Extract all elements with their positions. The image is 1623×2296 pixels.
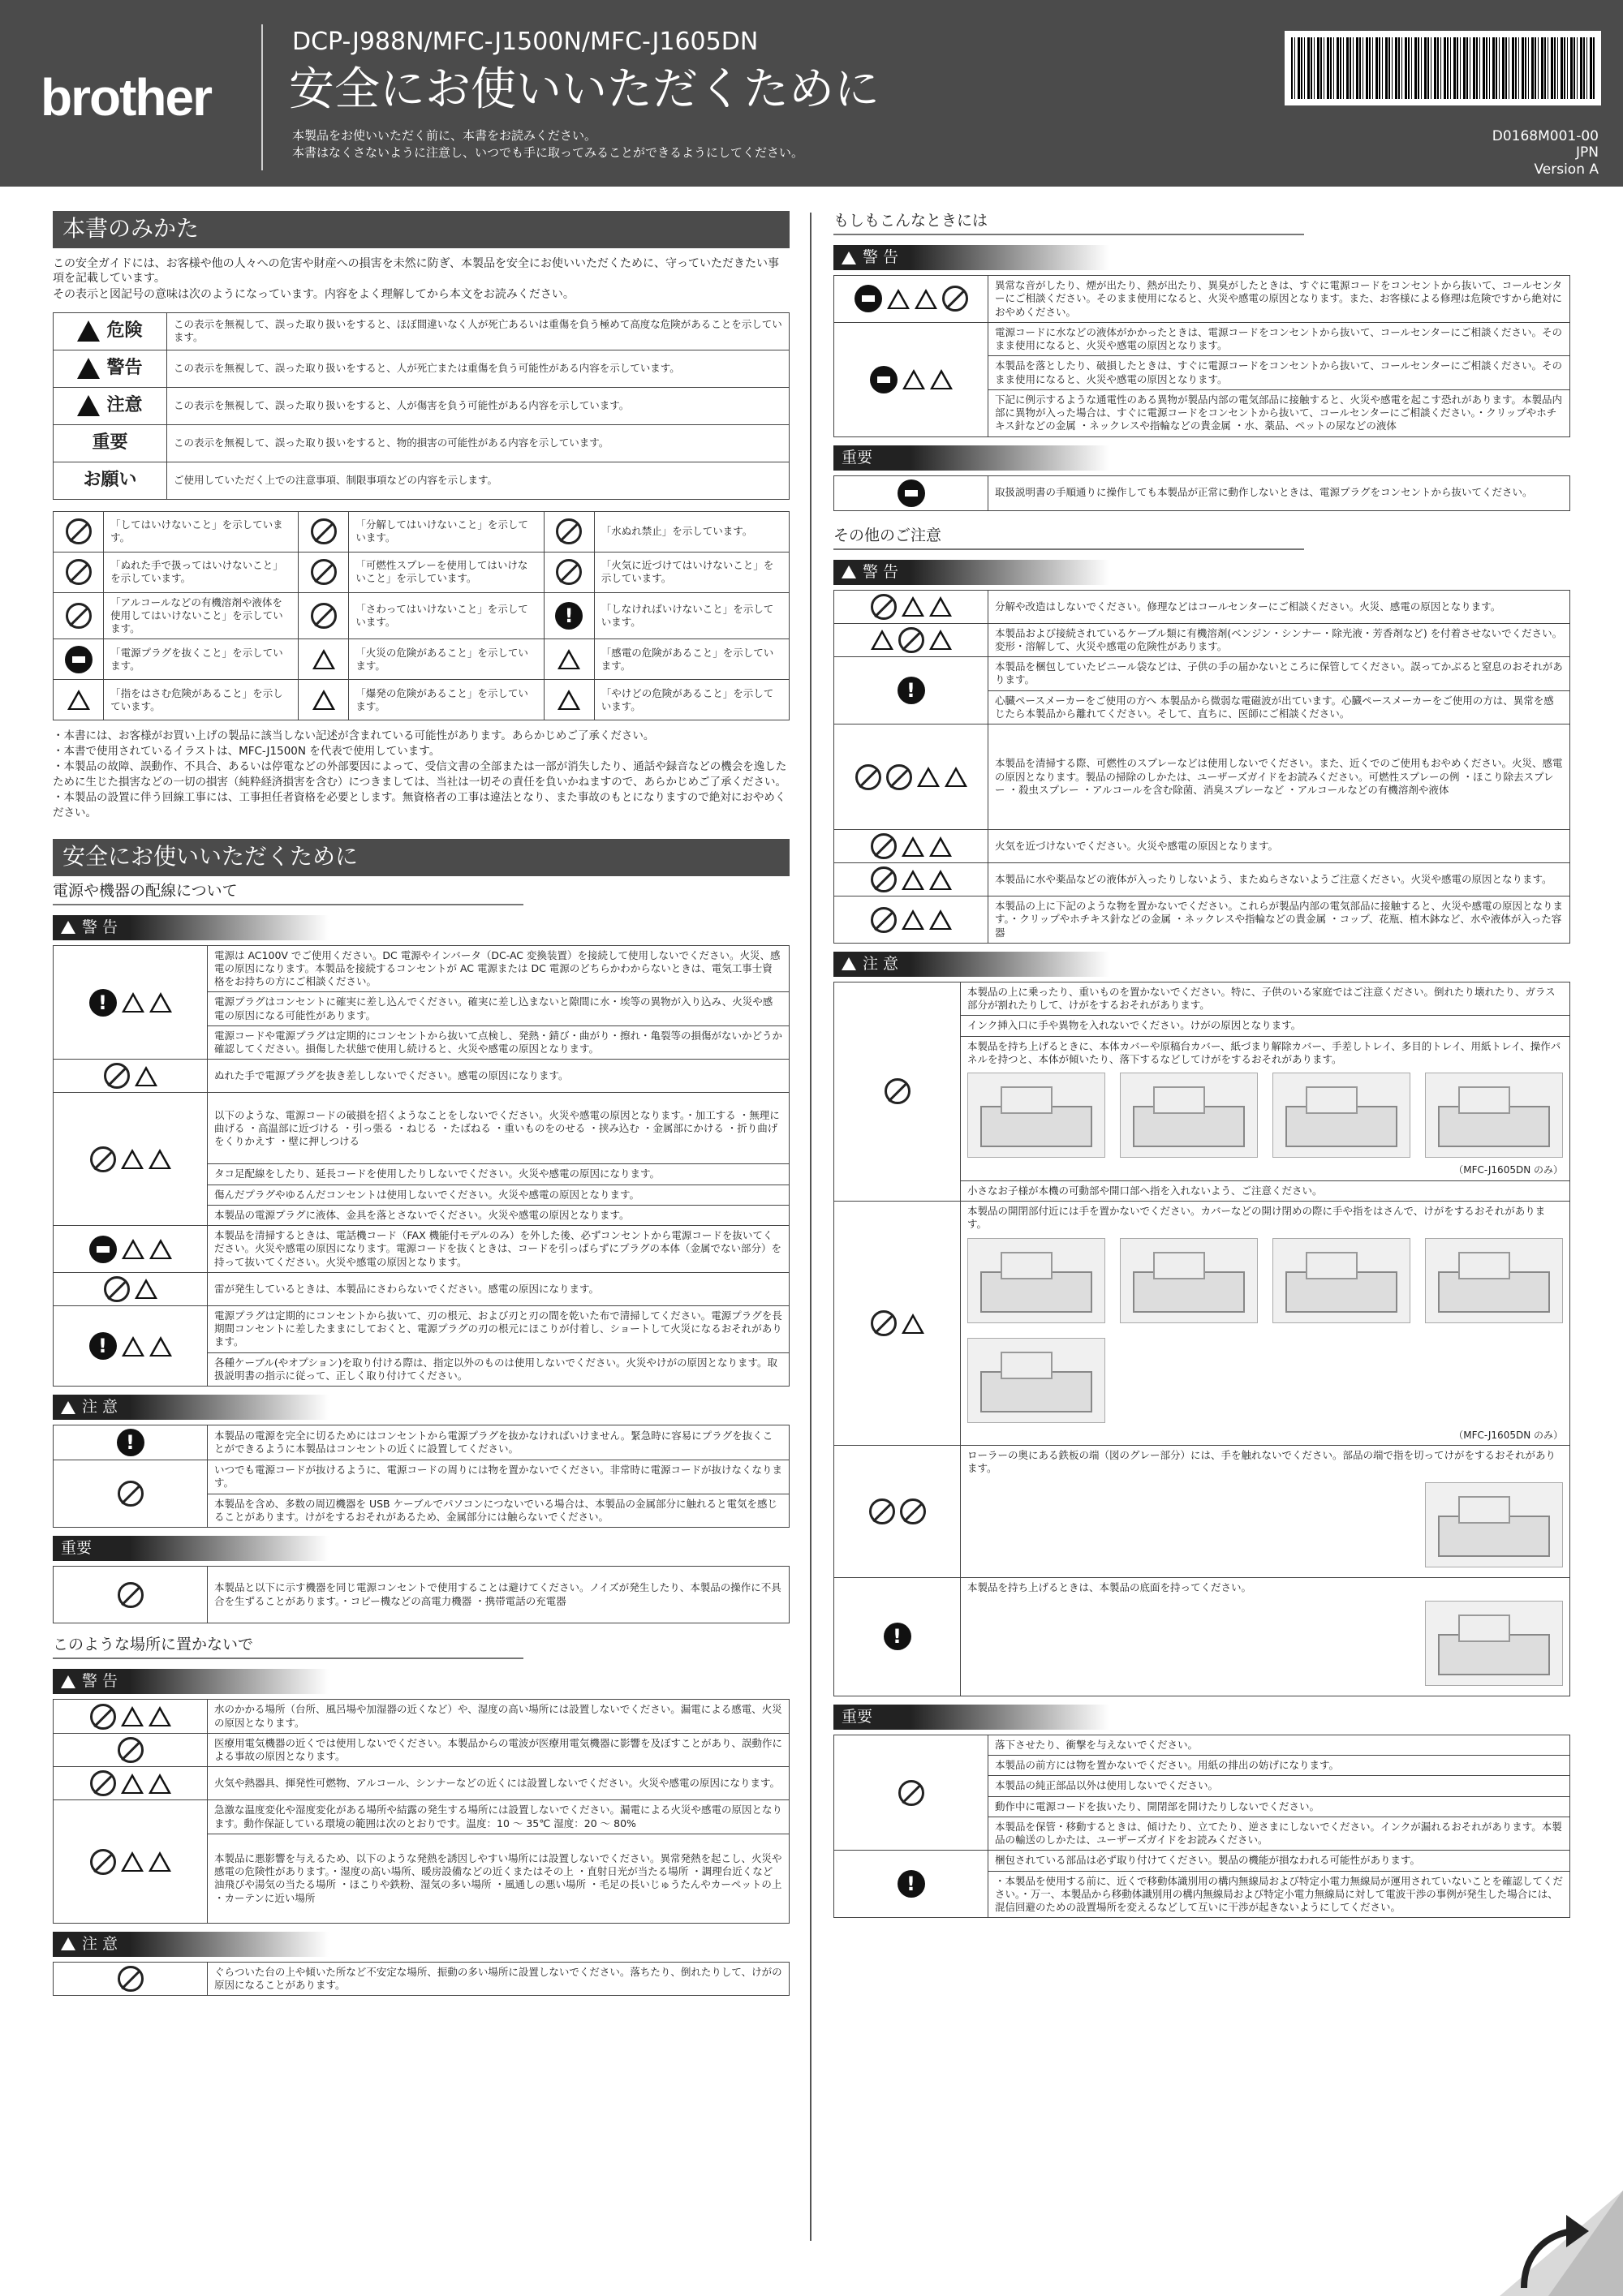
fire-hazard-icon <box>312 649 335 669</box>
fire-hazard-icon <box>902 596 924 617</box>
no-touch-icon <box>869 1498 895 1524</box>
electric-shock-icon <box>929 909 952 930</box>
finger-pinch-icon <box>902 1314 924 1334</box>
unplug-icon <box>870 366 898 393</box>
no-water-icon <box>556 518 582 544</box>
fire-hazard-icon <box>902 369 925 389</box>
fire-hazard-icon <box>122 1239 144 1259</box>
legend-table: 危険 この表示を無視して、誤った取り扱いをすると、ほぼ間違いなく人が死亡あるいは重傷を負う極めて高度な危険があることを示しています。 警告 この表示を無視して、誤った取り扱いをすると、人が死亡または重傷を負う可能性がある内容を示しています。 注意 この表示を無視して、誤った取り扱いをすると、人が傷害を負う可能性がある内容を示しています。 重要 この表示を無視して、誤った取り扱いをすると、物的損害の可能性がある内容を示しています。 お願い ご使用していただく上での注意事項、制限事項などの内容を示します。 <box>53 312 790 500</box>
left-column <box>53 211 790 1996</box>
section-safe-title: 安全にお使いいただくために <box>53 839 790 876</box>
place-caution-table: ぐらついた台の上や傾いた所など不安定な場所、振動の多い場所に設置しないでください。落ちたり、倒れたりして、けがの原因になることがあります。 <box>53 1962 790 1997</box>
no-water-icon <box>871 866 897 892</box>
fire-hazard-icon <box>121 1851 144 1872</box>
electric-shock-icon <box>149 1851 171 1872</box>
doc-lang: JPN <box>1576 144 1599 161</box>
power-caution-band: 注 意 <box>53 1395 329 1420</box>
electric-shock-icon <box>149 992 172 1013</box>
electric-shock-icon <box>149 1239 172 1259</box>
no-touch-icon <box>311 603 337 629</box>
electric-shock-icon <box>121 1706 144 1726</box>
prohibited-icon <box>871 907 897 933</box>
electric-shock-icon <box>915 289 937 309</box>
power-important-band: 重要 <box>53 1536 329 1561</box>
fire-hazard-icon <box>902 870 924 890</box>
prohibited-icon <box>885 1078 911 1104</box>
place-warning-band: 警 告 <box>53 1669 329 1694</box>
finger-pinch-icon <box>67 690 90 710</box>
symbol-table: 「してはいけないこと」を示しています。 「分解してはいけないこと」を示しています。 「水ぬれ禁止」を示しています。 「ぬれた手で扱ってはいけないこと」を示しています。 「可燃性スプレーを使用してはいけないこと」を示しています。 「火気に近づけてはいけないこと」を示しています。 「アルコールなどの有機溶剤や液体を使用してはいけないこと」を示しています。 「さわってはいけないこと」を示しています。 ! 「しなければいけないこと」を示しています。 「電源プラグを抜くこと」を示しています。 「火災の危険があること」を示しています。 「感電の危険があること」を示しています。 「指をはさむ危険があること」を示しています。 「爆発の危険があること」を示しています。 「やけどの危険があること」を示しています。 <box>53 511 790 721</box>
electric-shock-icon <box>149 1149 171 1169</box>
other-subheading: その他のご注意 <box>833 526 1304 550</box>
electric-shock-icon <box>945 767 967 787</box>
prohibited-icon <box>118 1737 144 1763</box>
no-wet-hands-icon <box>66 559 92 585</box>
printer-illustration <box>967 1238 1105 1323</box>
other-caution-band: 注 意 <box>833 952 1109 977</box>
mandatory-icon: ! <box>898 1870 925 1898</box>
power-important-table: 本製品と以下に示す機器を同じ電源コンセントで使用することは避けてください。ノイズが発生したり、本製品の操作に不具合を生ずることがあります。・コピー機などの高電力機器 ・携帯電話の充電器 <box>53 1566 790 1623</box>
electric-shock-icon <box>930 369 953 389</box>
page-turn-arrow-icon <box>1467 2191 1623 2296</box>
no-disassembly-icon <box>871 594 897 620</box>
right-column <box>833 211 1570 1918</box>
howto-intro: この安全ガイドには、お客様や他の人々への危害や財産への損害を未然に防ぎ、本製品を安全にお使いいただくために、守っていただきたい事項を記載しています。 その表示と図記号の意味は次のようになっています。内容をよく理解してから本文をお読みください。 <box>53 257 780 302</box>
document-info <box>1492 128 1599 178</box>
lift-bottom-illustration <box>1425 1601 1563 1686</box>
warning-icon <box>842 565 856 578</box>
prohibited-icon <box>118 1966 144 1992</box>
electric-shock-icon <box>149 1774 171 1794</box>
no-spray-icon <box>311 559 337 585</box>
caution-icon <box>842 957 856 970</box>
other-important-table: 落下させたり、衝撃を与えないでください。 本製品の前方には物を置かないでください。用紙の排出の妨げになります。 本製品の純正部品以外は使用しないでください。 動作中に電源コードを抜いたり、開閉部を開けたりしないでください。 本製品を保管・移動するときは、傾けたり、立てたり、逆さまにしないでください。インクが漏れるおそれがあります。本製品の輸送のしかたは、ユーザーズガイドをお読みください。 ! 梱包されている部品は必ず取り付けてください。製品の機能が損なわれる可能性があります。 ・本製品を使用する前に、近くで移動体識別用の構内無線局および特定小電力無線局が運用されていないことを確認してください。・万一、本製品から移動体識別用の構内無線局および特定小電力無線局に対して電波干渉の事例が発生した場合には、混信回避のための設置場所を変えるなどして互いに干渉が起きないようにしてください。 <box>833 1735 1570 1919</box>
fire-hazard-icon <box>902 836 924 857</box>
emergency-important-table: 取扱説明書の手順通りに操作しても本製品が正常に動作しないときは、電源プラグをコンセントから抜いてください。 <box>833 475 1570 511</box>
fire-hazard-icon <box>122 1336 144 1357</box>
no-disassembly-icon <box>942 286 968 312</box>
printer-illustration <box>967 1338 1105 1423</box>
no-fire-icon <box>556 559 582 585</box>
other-caution-table: 本製品の上に乗ったり、重いものを置かないでください。特に、子供のいる家庭ではご注意ください。倒れたり壊れたり、ガラス部分が割れたりして、けがをするおそれがあります。 インク挿入口に手や異物を入れないでください。けがの原因となります。 本製品を持ち上げるときに、本体カバーや原稿台カバー、紙づまり解除カバー、手差しトレイ、多目的トレイ、用紙トレイ、操作パネルを持つと、本体が傾いたり、落下するなどしてけがをするおそれがあります。 （MFC-J1605DN のみ） 小さなお子様が本機の可動部や開口部へ指を入れないよう、ご注意ください。 本製品の開閉部付近には手を置かないでください。カバーなどの開け閉めの際に手や指をはさんで、けがをするおそれがあります。 （MFC-J1605DN のみ） ローラーの奥にある鉄板の端（図のグレー部分）には、手を触れないでください。部品の端で指を切ってけがをするおそれがあります。 ! 本製品を持ち上げるときは、本製品の底面を持ってください。 <box>833 982 1570 1696</box>
intro-line-2: 本書はなくさないように注意し、いつでも手に取ってみることができるようにしてください。 <box>292 145 804 160</box>
place-caution-band: 注 意 <box>53 1932 329 1957</box>
mandatory-icon: ! <box>555 602 583 630</box>
no-fire-icon <box>90 1770 116 1796</box>
brand-logo: brother <box>41 68 211 127</box>
barcode <box>1285 31 1601 105</box>
howto-notes: ・本書には、お客様がお買い上げの製品に該当しない記述が含まれている可能性があります。あらかじめご了承ください。 ・本書で使用されているイラストは、MFC-J1500N を代表で使用しています。 ・本製品の故障、誤動作、不具合、あるいは停電などの外部要因によって、受信文書の全部または一部が消失したり、通話や録音などの機会を逸したために生じた損害などの一切の損害（純粋経済損害を含む）につきましては、当社は一切その責任を負いかねますので、あらかじめご了承ください。 ・本製品の設置に伴う回線工事には、工事担任者資格を必要とします。無資格者の工事は違法となり、また事故のもとになりますので絶対におやめください。 <box>53 729 787 819</box>
unplug-icon <box>65 646 93 673</box>
electric-shock-icon <box>929 836 952 857</box>
no-solvent-icon <box>898 627 924 653</box>
unplug-icon <box>855 285 882 312</box>
lift-illustrations <box>967 1073 1563 1158</box>
fire-hazard-icon <box>887 289 910 309</box>
no-solvent-icon <box>66 603 92 629</box>
mandatory-icon: ! <box>89 1332 117 1360</box>
explosion-icon <box>312 690 335 710</box>
warning-icon <box>77 358 100 379</box>
mandatory-icon: ! <box>884 1623 911 1650</box>
prohibited-icon <box>90 1849 116 1875</box>
emergency-subheading: もしもこんなときには <box>833 211 1304 235</box>
power-warning-table: ! 電源は AC100V でご使用ください。DC 電源やインバータ（DC-AC 変換装置）を接続して使用しないでください。火災、感電の原因になります。本製品を接続するコンセントが AC 電源または DC 電源のどちらかわからないときは、電気工事士資格をお持ちの方にご相談ください。 電源プラグはコンセントに確実に差し込んでください。確実に差し込まないと隙間に水・埃等の異物が入り込み、火災や感電の原因になる可能性があります。 電源コードや電源プラグは定期的にコンセントから抜いて点検し、発熱・錆び・曲がり・擦れ・亀裂等の損傷がないかどうか確認してください。損傷した状態で使用し続けると、火災や感電の原因となります。 ぬれた手で電源プラグを抜き差ししないでください。感電の原因になります。 以下のような、電源コードの破損を招くようなことをしないでください。火災や感電の原因となります。・加工する ・無理に曲げる ・高温部に近づける ・引っ張る ・ねじる ・たばねる ・重いものをのせる ・挟み込む ・金属部にかける ・折り曲げをくりかえす ・壁に押しつける タコ足配線をしたり、延長コードを使用したりしないでください。火災や感電の原因になります。 傷んだプラグやゆるんだコンセントは使用しないでください。火災や感電の原因となります。 本製品の電源プラグに液体、金具を落とさないでください。火災や感電の原因となります。 本製品を清掃するときは、電話機コード（FAX 機能付モデルのみ）を外した後、必ずコンセントから電源コードを抜いてください。火災や感電の原因になります。電源コードを抜くときは、コードを引っぱらずにプラグの本体（金属でない部分）を持って抜いてください。火災や感電の原因となります。 雷が発生しているときは、本製品にさわらないでください。感電の原因になります。 ! 電源プラグは定期的にコンセントから抜いて、刃の根元、および刃と刃の間を乾いた布で清掃してください。電源プラグを長期間コンセントに差したままにしておくと、電源プラグの刃の根元にほこりが付着し、ショートして火災になるおそれがあります。 各種ケーブル(やオプション)を取り付ける際は、指定以外のものは使用しないでください。火災やけがの原因となります。取扱説明書の指示に従って、正しく取り付けてください。 <box>53 945 790 1387</box>
doc-version: Version A <box>1534 161 1599 178</box>
pinch-illustrations <box>967 1238 1563 1423</box>
illustration-caption: （MFC-J1605DN のみ） <box>1453 1429 1563 1441</box>
printer-illustration <box>1120 1238 1258 1323</box>
printer-illustration <box>1120 1073 1258 1158</box>
electric-shock-icon <box>135 1066 157 1086</box>
danger-icon <box>77 320 100 342</box>
mandatory-icon: ! <box>89 989 117 1017</box>
fire-hazard-icon <box>902 909 924 930</box>
no-touch-icon <box>104 1276 130 1302</box>
mandatory-icon: ! <box>898 677 925 704</box>
document-title: 安全にお使いいただくために <box>289 63 880 116</box>
emergency-warning-band: 警 告 <box>833 245 1109 270</box>
prohibited-icon <box>898 1780 924 1806</box>
electric-shock-icon <box>149 1336 172 1357</box>
power-caution-table: ! 本製品の電源を完全に切るためにはコンセントから電源プラグを抜かなければいけません。緊急時に容易にプラグを抜くことができるように本製品はコンセントの近くに設置してください。 いつでも電源コードが抜けるように、電源コードの周りには物を置かないでください。非常時に電源コードが抜けなくなります。 本製品を含め、多数の周辺機器を USB ケーブルでパソコンにつないでいる場合は、本製品の金属部分に触れると電気を感じることがあります。けがをするおそれがあるため、金属部分には触らないでください。 <box>53 1425 790 1528</box>
intro-line-1: 本製品をお使いいただく前に、本書をお読みください。 <box>292 128 597 143</box>
prohibited-icon <box>871 1310 897 1336</box>
electric-shock-icon <box>135 1279 157 1299</box>
roller-illustration <box>1425 1482 1563 1567</box>
prohibited-icon <box>118 1582 144 1608</box>
electric-shock-icon <box>929 870 952 890</box>
prohibited-icon <box>900 1498 926 1524</box>
no-disassembly-icon <box>311 518 337 544</box>
burn-hazard-icon <box>558 690 580 710</box>
illustration-caption: （MFC-J1605DN のみ） <box>1453 1164 1563 1176</box>
electric-shock-icon <box>929 630 952 650</box>
warning-icon <box>61 1675 75 1688</box>
fire-hazard-icon <box>122 992 144 1013</box>
fire-hazard-icon <box>149 1706 171 1726</box>
unplug-icon <box>89 1236 117 1263</box>
fire-hazard-icon <box>871 630 893 650</box>
header <box>0 0 1623 187</box>
power-warning-band: 警 告 <box>53 915 329 940</box>
fire-hazard-icon <box>121 1774 144 1794</box>
emergency-warning-table: 異常な音がしたり、煙が出たり、熱が出たり、異臭がしたときは、すぐに電源コードをコンセントから抜いて、コールセンターにご相談ください。そのまま使用になると、火災や感電の原因となります。また、お客様による修理は危険ですから絶対におやめください。 電源コードに水などの液体がかかったときは、電源コードをコンセントから抜いて、コールセンターにご相談ください。そのまま使用になると、火災や感電の原因となります。 本製品を落としたり、破損したときは、すぐに電源コードをコンセントから抜いて、コールセンターにご相談ください。そのまま使用になると、火災や感電の原因となります。 下記に例示するような通電性のある異物が製品内部の電気部品に接触すると、火災や感電を起こす恐れがあります。本製品内部に異物が入った場合は、すぐに電源コードをコンセントから抜いて、コールセンターにご相談ください。・クリップやホチキス針などの金属 ・ネックレスや指輪などの貴金属 ・水、薬品、ペットの尿などの液体 <box>833 275 1570 437</box>
no-spray-icon <box>855 764 881 790</box>
no-solvent-icon <box>886 764 912 790</box>
emergency-important-band: 重要 <box>833 445 1109 471</box>
power-subheading: 電源や機器の配線について <box>53 881 523 905</box>
caution-icon <box>61 1401 75 1414</box>
fire-hazard-icon <box>917 767 940 787</box>
prohibited-icon <box>90 1146 116 1172</box>
caution-icon <box>61 1937 75 1950</box>
other-warning-band: 警 告 <box>833 560 1109 585</box>
warning-icon <box>61 921 75 934</box>
header-divider <box>261 24 263 170</box>
electric-shock-icon <box>558 649 580 669</box>
section-howto-title: 本書のみかた <box>53 211 790 248</box>
fire-hazard-icon <box>121 1149 144 1169</box>
printer-illustration <box>1272 1073 1410 1158</box>
printer-illustration <box>1272 1238 1410 1323</box>
column-separator <box>810 213 812 2241</box>
electric-shock-icon <box>929 596 952 617</box>
mandatory-icon: ! <box>117 1429 144 1456</box>
model-names: DCP-J988N/MFC-J1500N/MFC-J1605DN <box>292 28 759 56</box>
prohibited-icon <box>66 518 92 544</box>
printer-illustration <box>1425 1238 1563 1323</box>
doc-code: D0168M001-00 <box>1492 128 1599 144</box>
place-warning-table: 水のかかる場所（台所、風呂場や加湿器の近くなど）や、湿度の高い場所には設置しないでください。漏電による感電、火災の原因となります。 医療用電気機器の近くでは使用しないでください。本製品からの電波が医療用電気機器に影響を及ぼすことがあり、誤動作による事故の原因となります。 火気や熱器具、揮発性可燃物、アルコール、シンナーなどの近くには設置しないでください。火災や感電の原因になります。 急激な温度変化や湿度変化がある場所や結露の発生する場所には設置しないでください。漏電による火災や感電の原因となります。動作保証している環境の範囲は次のとおりです。温度：10 ～ 35℃ 湿度：20 ～ 80% 本製品に悪影響を与えるため、以下のような発熱を誘因しやすい場所には設置しないでください。異常発熱を起こし、火災や感電の危険性があります。・湿度の高い場所、暖房設備などの近くまたはその上 ・直射日光が当たる場所 ・調理台近くなど油飛びや湯気の当たる場所 ・ほこりや鉄粉、湿気の多い場所 ・風通しの悪い場所 ・毛足の長いじゅうたんやカーペットの上 ・カーテンに近い場所 <box>53 1699 790 1924</box>
printer-illustration <box>1425 1073 1563 1158</box>
place-subheading: このような場所に置かないで <box>53 1635 523 1659</box>
warning-icon <box>842 252 856 264</box>
no-fire-icon <box>871 833 897 859</box>
caution-icon <box>77 395 100 416</box>
no-wet-hands-icon <box>104 1063 130 1089</box>
unplug-icon <box>898 479 925 507</box>
other-warning-table: 分解や改造はしないでください。修理などはコールセンターにご相談ください。火災、感電の原因となります。 本製品および接続されているケーブル類に有機溶剤(ベンジン・シンナー・除光液・芳香剤など) を付着させないでください。変形・溶解して、火災や感電の危険性があります。 ! 本製品を梱包していたビニール袋などは、子供の手の届かないところに保管してください。誤ってかぶると窒息のおそれがあります。 心臓ペースメーカーをご使用の方へ 本製品から微弱な電磁波が出ています。心臓ペースメーカーをご使用の方は、異常を感じたら本製品から離れてください。そして、直ちに、医師にご相談ください。 本製品を清掃する際、可燃性のスプレーなどは使用しないでください。また、近くでのご使用もおやめください。火災、感電の原因となります。製品の掃除のしかたは、ユーザーズガイドをお読みください。可燃性スプレーの例 ・ほこり除去スプレー ・殺虫スプレー ・アルコールを含む除菌、消臭スプレーなど ・アルコールなどの有機溶剤や液体 火気を近づけないでください。火災や感電の原因となります。 本製品に水や薬品などの液体が入ったりしないよう、またぬらさないようご注意ください。火災や感電の原因となります。 本製品の上に下記のような物を置かないでください。これらが製品内部の電気部品に接触すると、火災や感電の原因となります。・クリップやホチキス針などの金属 ・ネックレスや指輪などの貴金属 ・コップ、花瓶、植木鉢など、水や液体が入った容器 <box>833 590 1570 944</box>
no-water-icon <box>90 1704 116 1730</box>
prohibited-icon <box>118 1481 144 1507</box>
other-important-band: 重要 <box>833 1705 1109 1730</box>
printer-illustration <box>967 1073 1105 1158</box>
